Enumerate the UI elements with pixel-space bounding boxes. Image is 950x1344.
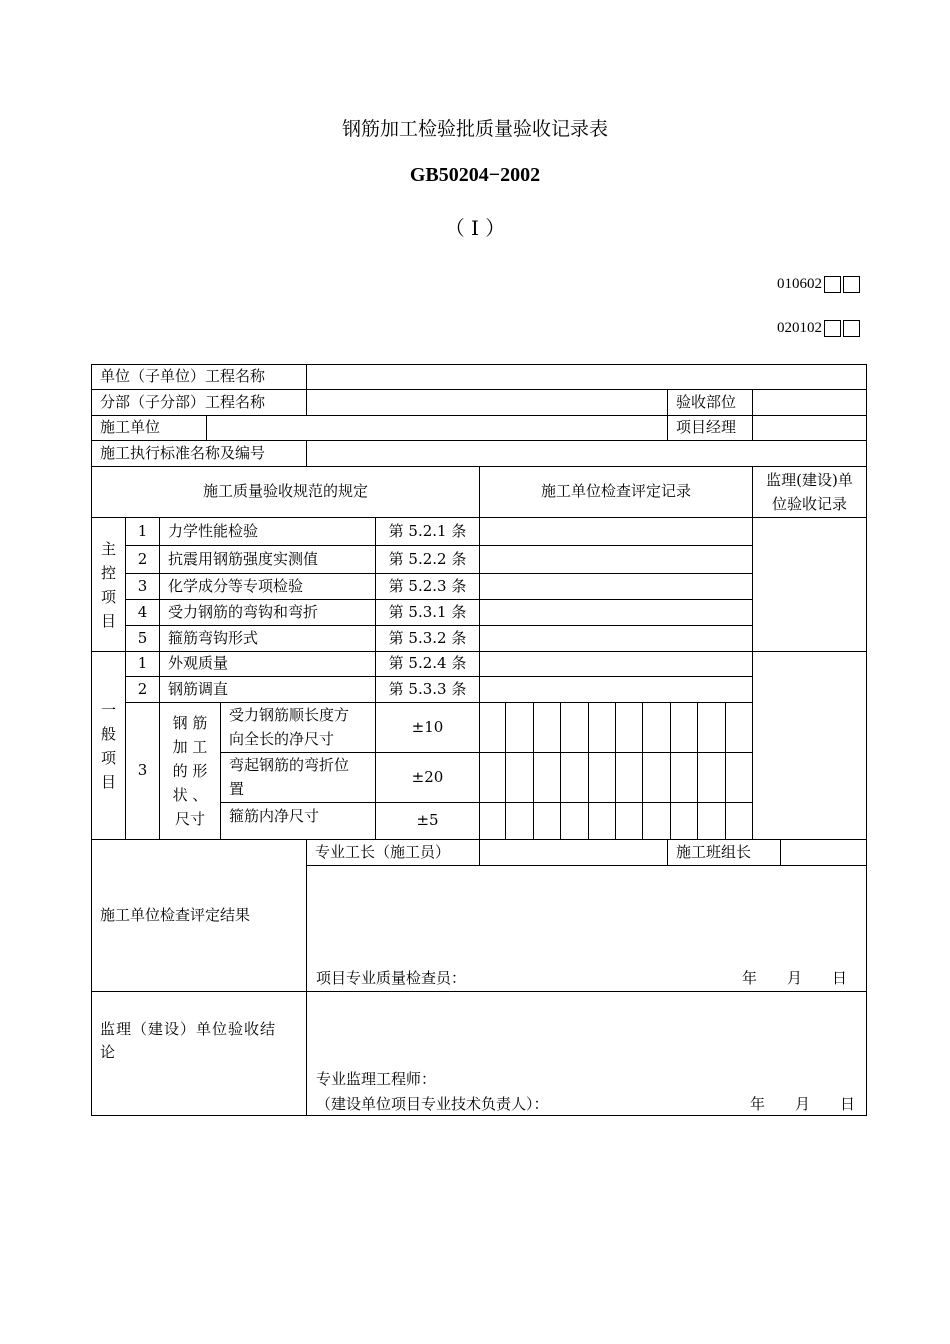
item-no: 1 xyxy=(125,651,160,677)
measurement-cell[interactable] xyxy=(560,802,588,840)
measurement-cell[interactable] xyxy=(533,702,561,753)
measurement-cell[interactable] xyxy=(479,752,506,803)
item-no: 1 xyxy=(125,517,160,546)
part-number: （ I ） xyxy=(444,216,506,240)
team-leader-field[interactable] xyxy=(780,839,867,866)
item-clause: 第 5.3.3 条 xyxy=(375,676,480,703)
sub-item-name-line: 受力钢筋顺长度方 xyxy=(229,706,350,725)
measurement-cell[interactable] xyxy=(670,752,698,803)
general-label-char: 一 xyxy=(100,700,116,719)
acceptance-part-label: 验收部位 xyxy=(667,389,753,416)
measurement-cell[interactable] xyxy=(670,802,698,840)
measurement-cell[interactable] xyxy=(615,752,643,803)
supervision-header-line-2: 位验收记录 xyxy=(771,495,847,513)
measurement-cell[interactable] xyxy=(588,802,616,840)
measurement-cell[interactable] xyxy=(725,802,753,840)
item-record-field[interactable] xyxy=(479,651,753,677)
measurement-cell[interactable] xyxy=(642,802,670,840)
acceptance-part-field[interactable] xyxy=(752,389,867,416)
measurement-cell[interactable] xyxy=(560,702,588,753)
code-checkbox[interactable] xyxy=(843,320,860,337)
item-clause: 第 5.2.3 条 xyxy=(375,573,480,600)
measurement-cell[interactable] xyxy=(560,752,588,803)
measurement-cell[interactable] xyxy=(697,802,725,840)
main-control-label xyxy=(91,517,126,652)
supervision-conclusion-label xyxy=(91,991,307,1116)
item-record-field[interactable] xyxy=(479,676,753,703)
measurement-cell[interactable] xyxy=(533,752,561,803)
item-3-label-line: 状 、 xyxy=(172,786,208,804)
project-manager-label: 项目经理 xyxy=(667,415,753,441)
item-no: 4 xyxy=(125,599,160,626)
item-no: 5 xyxy=(125,625,160,652)
sub-item-name-line: 置 xyxy=(229,779,245,798)
sub-item-name xyxy=(220,702,376,753)
sub-item-tolerance: ±5 xyxy=(375,802,480,840)
item-name: 抗震用钢筋强度实测值 xyxy=(159,545,376,574)
supervision-conclusion-line: 监理（建设）单位验收结 xyxy=(100,1020,277,1038)
code-checkbox[interactable] xyxy=(824,276,841,293)
main-control-supervision-field[interactable] xyxy=(752,517,867,652)
record-code-1-text: 010602 xyxy=(777,276,822,292)
standard-code: GB50204−2002 xyxy=(409,164,541,186)
foreman-label: 专业工长（施工员） xyxy=(306,839,480,866)
measurement-cell[interactable] xyxy=(505,802,533,840)
measurement-cell[interactable] xyxy=(670,702,698,753)
sub-item-name-line: 箍筋内净尺寸 xyxy=(229,807,320,825)
item-clause: 第 5.2.1 条 xyxy=(375,517,480,546)
code-checkbox[interactable] xyxy=(843,276,860,293)
sub-item-name xyxy=(220,752,376,803)
unit-project-field[interactable] xyxy=(306,364,867,390)
item-no: 3 xyxy=(125,702,160,840)
item-clause: 第 5.2.4 条 xyxy=(375,651,480,677)
project-manager-field[interactable] xyxy=(752,415,867,441)
item-3-label-line: 尺寸 xyxy=(174,810,205,828)
sub-item-name-line: 向全长的净尺寸 xyxy=(229,729,335,748)
sub-item-name-line: 弯起钢筋的弯折位 xyxy=(229,756,350,775)
measurement-cell[interactable] xyxy=(479,802,506,840)
measurement-cell[interactable] xyxy=(615,702,643,753)
standard-label: 施工执行标准名称及编号 xyxy=(91,440,307,467)
item-3-label-line: 钢 筋 xyxy=(172,714,208,732)
foreman-field[interactable] xyxy=(479,839,668,866)
supervision-conclusion-line: 论 xyxy=(100,1043,116,1062)
item-record-field[interactable] xyxy=(479,545,753,574)
construction-unit-field[interactable] xyxy=(206,415,668,441)
inspection-date: 年 月 日 xyxy=(742,969,848,987)
item-3-label xyxy=(159,702,221,840)
conclusion-date: 年 月 日 xyxy=(750,1095,856,1113)
general-label-char: 项 xyxy=(100,748,116,767)
measurement-cell[interactable] xyxy=(533,802,561,840)
record-code-1 xyxy=(777,276,860,293)
measurement-cell[interactable] xyxy=(697,752,725,803)
general-label-char: 目 xyxy=(100,772,116,791)
measurement-cell[interactable] xyxy=(505,702,533,753)
record-code-2 xyxy=(777,320,860,337)
item-clause: 第 5.2.2 条 xyxy=(375,545,480,574)
item-name: 外观质量 xyxy=(159,651,376,677)
item-record-field[interactable] xyxy=(479,625,753,652)
main-control-label-char: 主 xyxy=(100,539,116,558)
general-items-label xyxy=(91,651,126,840)
item-record-field[interactable] xyxy=(479,573,753,600)
item-3-label-line: 的 形 xyxy=(172,762,208,780)
main-control-label-char: 项 xyxy=(100,587,116,606)
supervision-column-header xyxy=(752,466,867,518)
record-code-2-text: 020102 xyxy=(777,320,822,336)
item-record-field[interactable] xyxy=(479,517,753,546)
construction-unit-label: 施工单位 xyxy=(91,415,207,441)
measurement-cell[interactable] xyxy=(725,702,753,753)
sub-item-name xyxy=(220,802,376,840)
measurement-cell[interactable] xyxy=(479,702,506,753)
item-3-label-line: 加 工 xyxy=(172,738,208,756)
measurement-cell[interactable] xyxy=(588,752,616,803)
spec-column-header: 施工质量验收规范的规定 xyxy=(91,466,480,518)
measurement-cell[interactable] xyxy=(505,752,533,803)
item-no: 2 xyxy=(125,545,160,574)
code-checkbox[interactable] xyxy=(824,320,841,337)
measurement-cell[interactable] xyxy=(642,702,670,753)
sub-item-tolerance: ±10 xyxy=(375,702,480,753)
item-name: 力学性能检验 xyxy=(159,517,376,546)
construction-result-label: 施工单位检查评定结果 xyxy=(91,839,307,992)
record-column-header: 施工单位检查评定记录 xyxy=(479,466,753,518)
form-title: 钢筋加工检验批质量验收记录表 xyxy=(341,118,608,140)
sub-project-field[interactable] xyxy=(306,389,668,416)
measurement-cell[interactable] xyxy=(588,702,616,753)
measurement-cell[interactable] xyxy=(615,802,643,840)
item-record-field[interactable] xyxy=(479,599,753,626)
supervisor-label: 专业监理工程师： xyxy=(316,1070,437,1088)
item-name: 受力钢筋的弯钩和弯折 xyxy=(159,599,376,626)
standard-field[interactable] xyxy=(306,440,867,467)
sub-item-tolerance: ±20 xyxy=(375,752,480,803)
unit-project-label: 单位（子单位）工程名称 xyxy=(91,364,307,390)
main-control-label-char: 控 xyxy=(100,563,116,582)
measurement-cell[interactable] xyxy=(697,702,725,753)
item-clause: 第 5.3.1 条 xyxy=(375,599,480,626)
main-control-label-char: 目 xyxy=(100,611,116,630)
quality-inspector-label: 项目专业质量检查员： xyxy=(316,969,467,987)
supervision-header-line-1: 监理(建设)单 xyxy=(766,471,853,489)
item-name: 箍筋弯钩形式 xyxy=(159,625,376,652)
general-supervision-field[interactable] xyxy=(752,651,867,840)
sub-project-label: 分部（子分部）工程名称 xyxy=(91,389,307,416)
item-no: 2 xyxy=(125,676,160,703)
measurement-cell[interactable] xyxy=(725,752,753,803)
measurement-cell[interactable] xyxy=(642,752,670,803)
owner-label: （建设单位项目专业技术负责人）： xyxy=(316,1095,549,1113)
team-leader-label: 施工班组长 xyxy=(667,839,781,866)
item-clause: 第 5.3.2 条 xyxy=(375,625,480,652)
item-no: 3 xyxy=(125,573,160,600)
general-label-char: 般 xyxy=(100,724,116,743)
item-name: 化学成分等专项检验 xyxy=(159,573,376,600)
item-name: 钢筋调直 xyxy=(159,676,376,703)
